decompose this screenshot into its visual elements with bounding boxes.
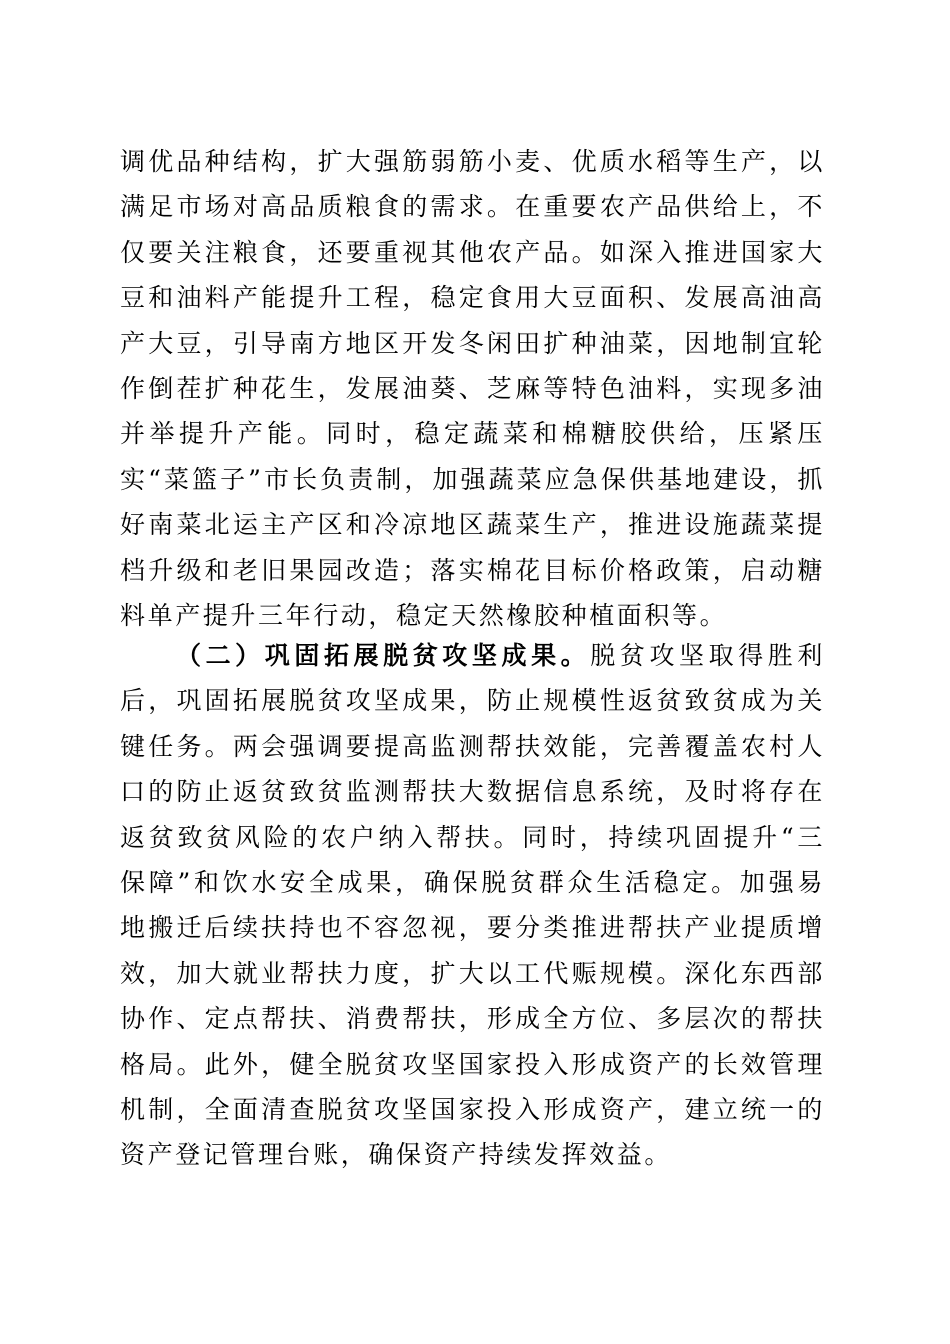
paragraph-continuation: 调优品种结构，扩大强筋弱筋小麦、优质水稻等生产，以满足市场对高品质粮食的需求。在重要农产品供给上，不仅要关注粮食，还要重视其他农产品。如深入推进国家大豆和油料产能提升工程，稳定食用大豆面积、发展高油高产大豆，引导南方地区开发冬闲田扩种油菜，因地制宜轮作倒茬扩种花生，发展油葵、芝麻等特色油料，实现多油并举提升产能。同时，稳定蔬菜和棉糖胶供给，压紧压实“菜篮子”市长负责制，加强蔬菜应急保供基地建设，抓好南菜北运主产区和冷凉地区蔬菜生产，推进设施蔬菜提档升级和老旧果园改造；落实棉花目标价格政策，启动糖料单产提升三年行动，稳定天然橡胶种植面积等。 <box>120 147 825 631</box>
section-heading: （二）巩固拓展脱贫攻坚成果。 <box>174 641 591 670</box>
paragraph-section-two <box>120 633 825 1178</box>
section-body-text: 脱贫攻坚取得胜利后，巩固拓展脱贫攻坚成果，防止规模性返贫致贫成为关键任务。两会强调要提高监测帮扶效能，完善覆盖农村人口的防止返贫致贫监测帮扶大数据信息系统，及时将存在返贫致贫风险的农户纳入帮扶。同时，持续巩固提升“三保障”和饮水安全成果，确保脱贫群众生活稳定。加强易地搬迁后续扶持也不容忽视，要分类推进帮扶产业提质增效，加大就业帮扶力度，扩大以工代赈规模。深化东西部协作、定点帮扶、消费帮扶，形成全方位、多层次的帮扶格局。此外，健全脱贫攻坚国家投入形成资产的长效管理机制，全面清查脱贫攻坚国家投入形成资产，建立统一的资产登记管理台账，确保资产持续发挥效益。 <box>120 641 825 1170</box>
